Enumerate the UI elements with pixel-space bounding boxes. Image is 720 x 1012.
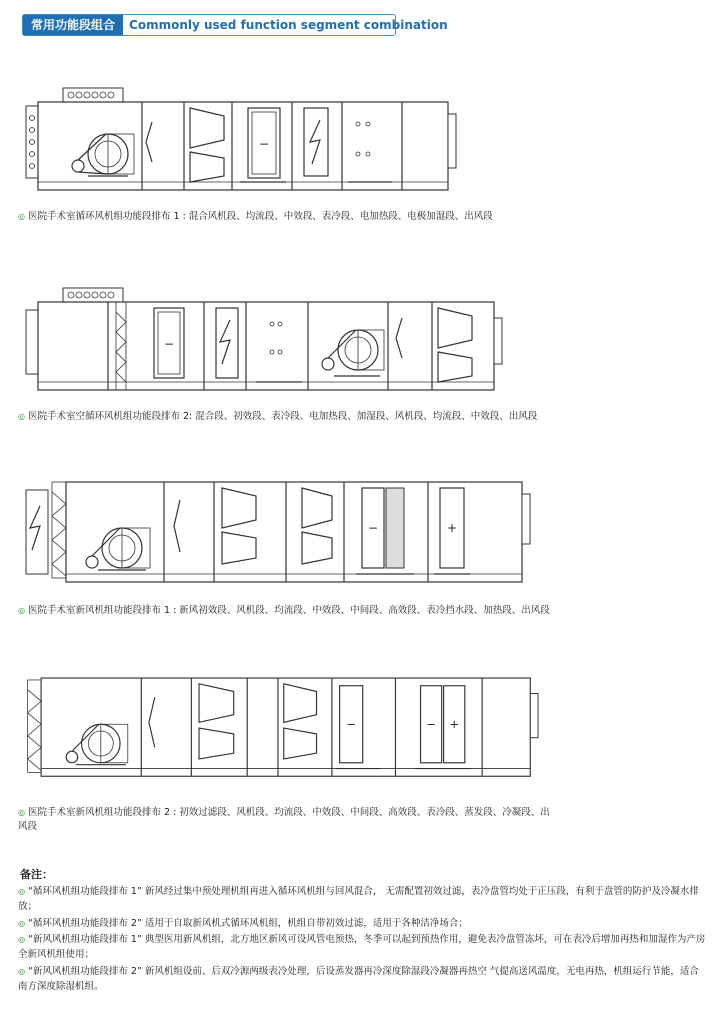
bullet-icon: ◎ (18, 935, 25, 944)
bullet-icon: ◎ (18, 919, 25, 928)
section-title-en: Commonly used function segment combination (129, 18, 448, 32)
note-item: ◎ “循环风机组功能段排布 2” 适用于自取新风机式循环风机组，机组自带初效过滤，适用于各种洁净场合； (18, 918, 468, 929)
section-title-cn: 常用功能段组合 (23, 15, 123, 35)
bullet-icon: ◎ (18, 808, 25, 817)
minus-symbol-2: − (163, 337, 175, 351)
ahu-diagram-4 (18, 674, 538, 788)
bullet-icon: ◎ (18, 887, 25, 896)
ahu-diagram-3 (18, 478, 538, 592)
minus-symbol-3: − (367, 521, 379, 535)
minus-symbol-5: − (426, 717, 436, 732)
note-item: ◎ “新风风机组功能段排布 1” 典型医用新风机组，北方地区新风可设风管电预热，冬季可以起到预热作用，避免表冷盘管冻坏，可在表冷后增加再热和加湿作为产房全新风机组使用； (18, 934, 706, 960)
bullet-icon: ◎ (18, 967, 25, 976)
notes-title: 备注： (20, 868, 53, 881)
ahu-diagram-1 (18, 86, 538, 200)
plus-symbol-4: + (449, 717, 460, 732)
layout-2-caption: ◎ 医院手术室空循环风机组功能段排布 2: 混合段、初效段、表冷段、电加热段、加湿段、风机段、均流段、中效段、出风段 (18, 411, 538, 422)
layout-3-caption: ◎ 医院手术室新风机组功能段排布 1 : 新风初效段、风机段、均流段、中效段、中间段、高效段、表冷挡水段、加热段、出风段 (18, 605, 550, 616)
layout-1-caption: ◎ 医院手术室循环风机组功能段排布 1 : 混合风机段、均流段、中效段、表冷段、电加热段、电极加湿段、出风段 (18, 211, 493, 222)
layout-4-caption: ◎ 医院手术室新风机组功能段排布 2 : 初效过滤段、风机段、均流段、中效段、中间段、高效段、表冷段、蒸发段、冷凝段、出风段 (18, 807, 550, 832)
bullet-icon: ◎ (18, 412, 25, 421)
note-item: ◎ “循环风机组功能段排布 1” 新风经过集中预处理机组再进入循环风机组与回风混合， 无需配置初效过滤，表冷盘管均处于正压段，有利于盘管的防护及冷凝水排放； (18, 886, 699, 912)
section-header (22, 14, 448, 36)
plus-symbol-3: + (446, 521, 458, 535)
note-item: ◎ “新风风机组功能段排布 2” 新风机组设前、后双冷源两级表冷处理，后设蒸发器再冷深度除湿段冷凝器再热空 气提高送风温度，无电再热，机组运行节能，适合南方深度除湿机组。 (18, 966, 699, 992)
minus-symbol-4: − (346, 717, 357, 732)
bullet-icon: ◎ (18, 212, 25, 221)
minus-symbol-1: − (258, 137, 270, 151)
ahu-diagram-2 (18, 286, 538, 400)
bullet-icon: ◎ (18, 606, 25, 615)
